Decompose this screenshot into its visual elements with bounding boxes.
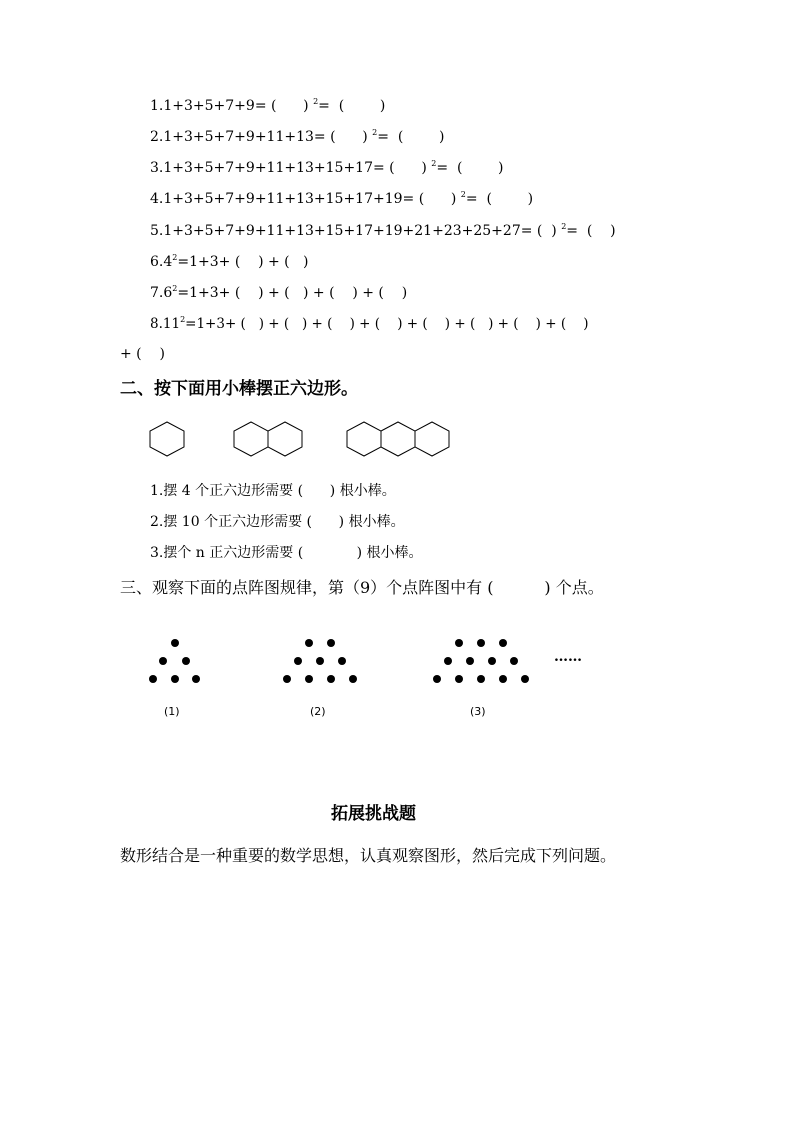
dot: [294, 657, 302, 665]
equation-8-continuation: + ( ): [120, 346, 165, 362]
dot: [433, 675, 441, 683]
dot: [171, 639, 179, 647]
hexagon-question-1: 1.摆 4 个正六边形需要 ( ) 根小棒。: [150, 483, 396, 499]
dot: [149, 675, 157, 683]
equation-5: 5.1+3+5+7+9+11+13+15+17+19+21+23+25+27= ( ) $^2$= ( ): [150, 222, 616, 239]
dot: [283, 675, 291, 683]
equation-7: $7.6^2=1+3+$ ( ) + ( ) + ( ) + ( ): [150, 284, 408, 301]
dot: [159, 657, 167, 665]
ellipsis: ……: [554, 649, 582, 665]
hexagon-3c: [415, 422, 449, 456]
dot: [327, 639, 335, 647]
equation-3: 3.1+3+5+7+9+11+13+15+17= ( ) $^2$= ( ): [150, 159, 504, 176]
equation-4: 4.1+3+5+7+9+11+13+15+17+19= ( ) $^2$= ( ): [150, 190, 534, 207]
dot: [455, 675, 463, 683]
dot: [466, 657, 474, 665]
dot: [477, 675, 485, 683]
hexagon-3a: [347, 422, 381, 456]
dot: [455, 639, 463, 647]
figure-label-1: (1): [164, 705, 180, 718]
hexagon-question-3: 3.摆个 n 正六边形需要 ( ) 根小棒。: [150, 545, 423, 561]
equation-1: 1.1+3+5+7+9= ( ) $^2$= ( ): [150, 97, 386, 114]
dot: [316, 657, 324, 665]
dot: [510, 657, 518, 665]
dot: [499, 675, 507, 683]
hexagon-3b: [381, 422, 415, 456]
dot: [349, 675, 357, 683]
dot: [192, 675, 200, 683]
challenge-text: 数形结合是一种重要的数学思想，认真观察图形，然后完成下列问题。: [120, 846, 617, 865]
dot: [521, 675, 529, 683]
equation-8: $8.11^2=1+3+$ ( ) + ( ) + ( ) + ( ) + ( ) + ( ) + ( ) + ( ): [150, 315, 589, 332]
section-3-heading: 三、观察下面的点阵图规律，第（9）个点阵图中有 ( ) 个点。: [120, 578, 604, 597]
section-2-heading: 二、按下面用小棒摆正六边形。: [120, 379, 358, 399]
dot: [305, 675, 313, 683]
dot: [338, 657, 346, 665]
figure-label-2: (2): [310, 705, 326, 718]
dot: [171, 675, 179, 683]
hexagon-1: [150, 422, 184, 456]
challenge-title: 拓展挑战题: [331, 804, 416, 824]
dot: [488, 657, 496, 665]
dot: [499, 639, 507, 647]
dot: [444, 657, 452, 665]
hexagon-question-2: 2.摆 10 个正六边形需要 ( ) 根小棒。: [150, 514, 405, 530]
hexagon-2b: [268, 422, 302, 456]
dot: [182, 657, 190, 665]
figure-label-3: (3): [470, 705, 486, 718]
dot: [477, 639, 485, 647]
equation-6: $6.4^2=1+3+$ ( ) + ( ): [150, 253, 309, 270]
dot: [305, 639, 313, 647]
equation-2: 2.1+3+5+7+9+11+13= ( ) $^2$= ( ): [150, 128, 445, 145]
dot: [327, 675, 335, 683]
hexagon-2a: [234, 422, 268, 456]
